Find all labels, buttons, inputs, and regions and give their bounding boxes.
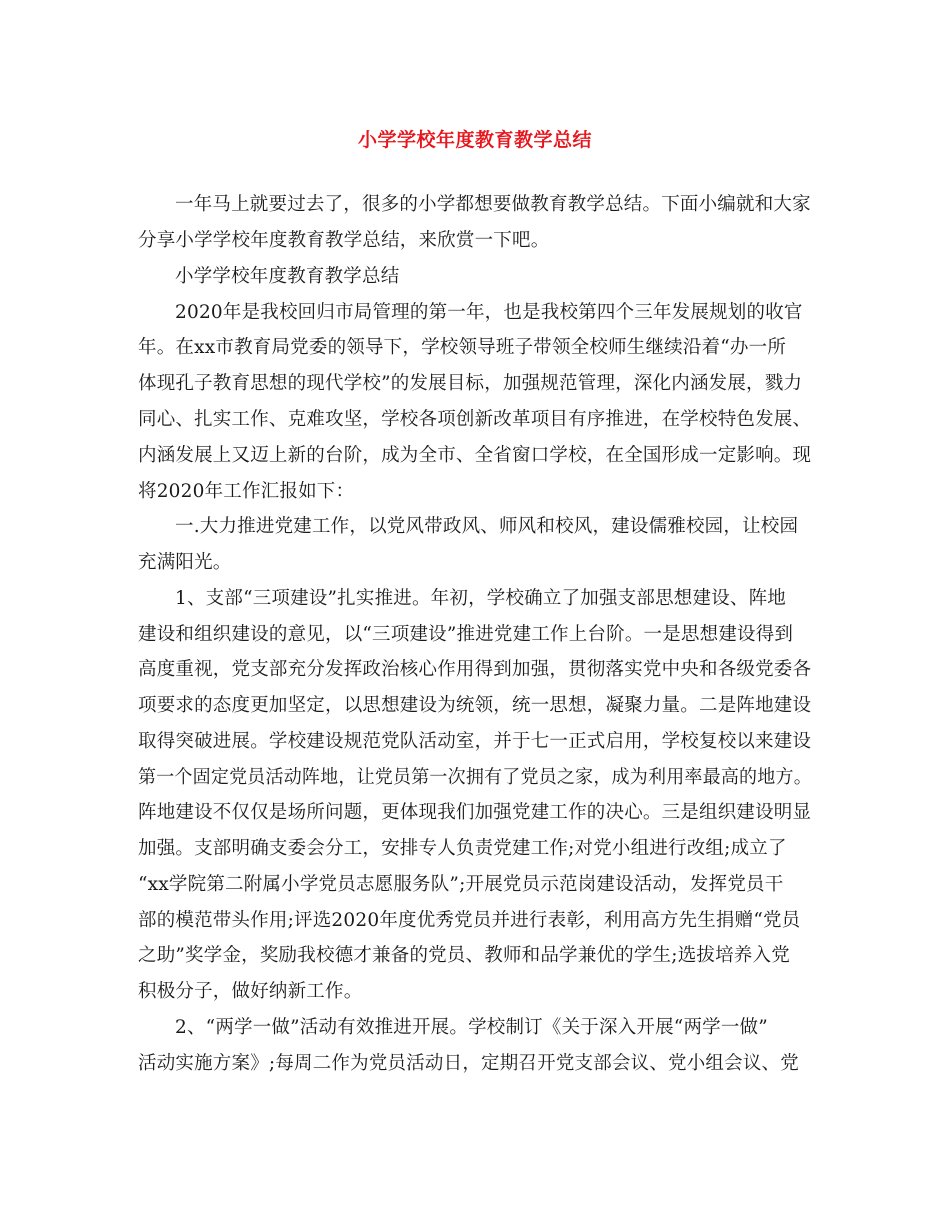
paragraph-line: 阵地建设不仅仅是场所问题，更体现我们加强党建工作的决心。三是组织建设明显 [138, 802, 812, 823]
paragraph-line: 加强。支部明确支委会分工，安排专人负责党建工作;对党小组进行改组;成立了 [138, 838, 787, 859]
paragraph-line: 部的模范带头作用;评选2020年度优秀党员并进行表彰，利用高方先生捐赠“党员 [138, 910, 801, 931]
paragraph-line: 活动实施方案》;每周二作为党员活动日，定期召开党支部会议、党小组会议、党 [138, 1053, 799, 1074]
paragraph-line: 体现孔子教育思想的现代学校”的发展目标，加强规范管理，深化内涵发展，戮力 [138, 373, 803, 394]
paragraph-line: 高度重视，党支部充分发挥政治核心作用得到加强，贯彻落实党中央和各级党委各 [138, 659, 812, 680]
paragraph-line: 建设和组织建设的意见，以“三项建设”推进党建工作上台阶。一是思想建设得到 [138, 624, 794, 645]
paragraph-line: 同心、扎实工作、克难攻坚，学校各项创新改革项目有序推进，在学校特色发展、 [138, 409, 812, 430]
paragraph-line: 内涵发展上又迈上新的台阶，成为全市、全省窗口学校，在全国形成一定影响。现 [138, 445, 812, 466]
paragraph-line: 小学学校年度教育教学总结 [175, 266, 400, 287]
document-title: 小学学校年度教育教学总结 [357, 129, 592, 151]
paragraph-line: 2020年是我校回归市局管理的第一年，也是我校第四个三年发展规划的收官 [175, 302, 803, 323]
paragraph-line: 第一个固定党员活动阵地，让党员第一次拥有了党员之家，成为利用率最高的地方。 [138, 767, 812, 788]
paragraph-line: 项要求的态度更加坚定，以思想建设为统领，统一思想，凝聚力量。二是阵地建设 [138, 695, 812, 716]
paragraph-line: 取得突破进展。学校建设规范党队活动室，并于七一正式启用，学校复校以来建设 [138, 731, 812, 752]
paragraph-line: 一年马上就要过去了，很多的小学都想要做教育教学总结。下面小编就和大家 [175, 194, 811, 215]
paragraph-line: 一.大力推进党建工作，以党风带政风、师风和校风，建设儒雅校园，让校园 [175, 516, 799, 537]
paragraph-line: 年。在xx市教育局党委的领导下，学校领导班子带领全校师生继续沿着“办一所 [138, 337, 787, 358]
paragraph-line: 积极分子，做好纳新工作。 [138, 981, 363, 1002]
paragraph-line: 充满阳光。 [138, 552, 232, 573]
paragraph-line: 之助”奖学金，奖励我校德才兼备的党员、教师和品学兼优的学生;选拔培养入党 [138, 945, 790, 966]
paragraph-line: 1、支部“三项建设”扎实推进。年初，学校确立了加强支部思想建设、阵地 [175, 588, 786, 609]
paragraph-line: 2、“两学一做”活动有效推进开展。学校制订《关于深入开展“两学一做” [175, 1017, 768, 1038]
paragraph-line: 分享小学学校年度教育教学总结，来欣赏一下吧。 [138, 230, 550, 251]
paragraph-line: 将2020年工作汇报如下： [138, 481, 355, 502]
paragraph-line: “xx学院第二附属小学党员志愿服务队”;开展党员示范岗建设活动，发挥党员干 [138, 874, 784, 895]
